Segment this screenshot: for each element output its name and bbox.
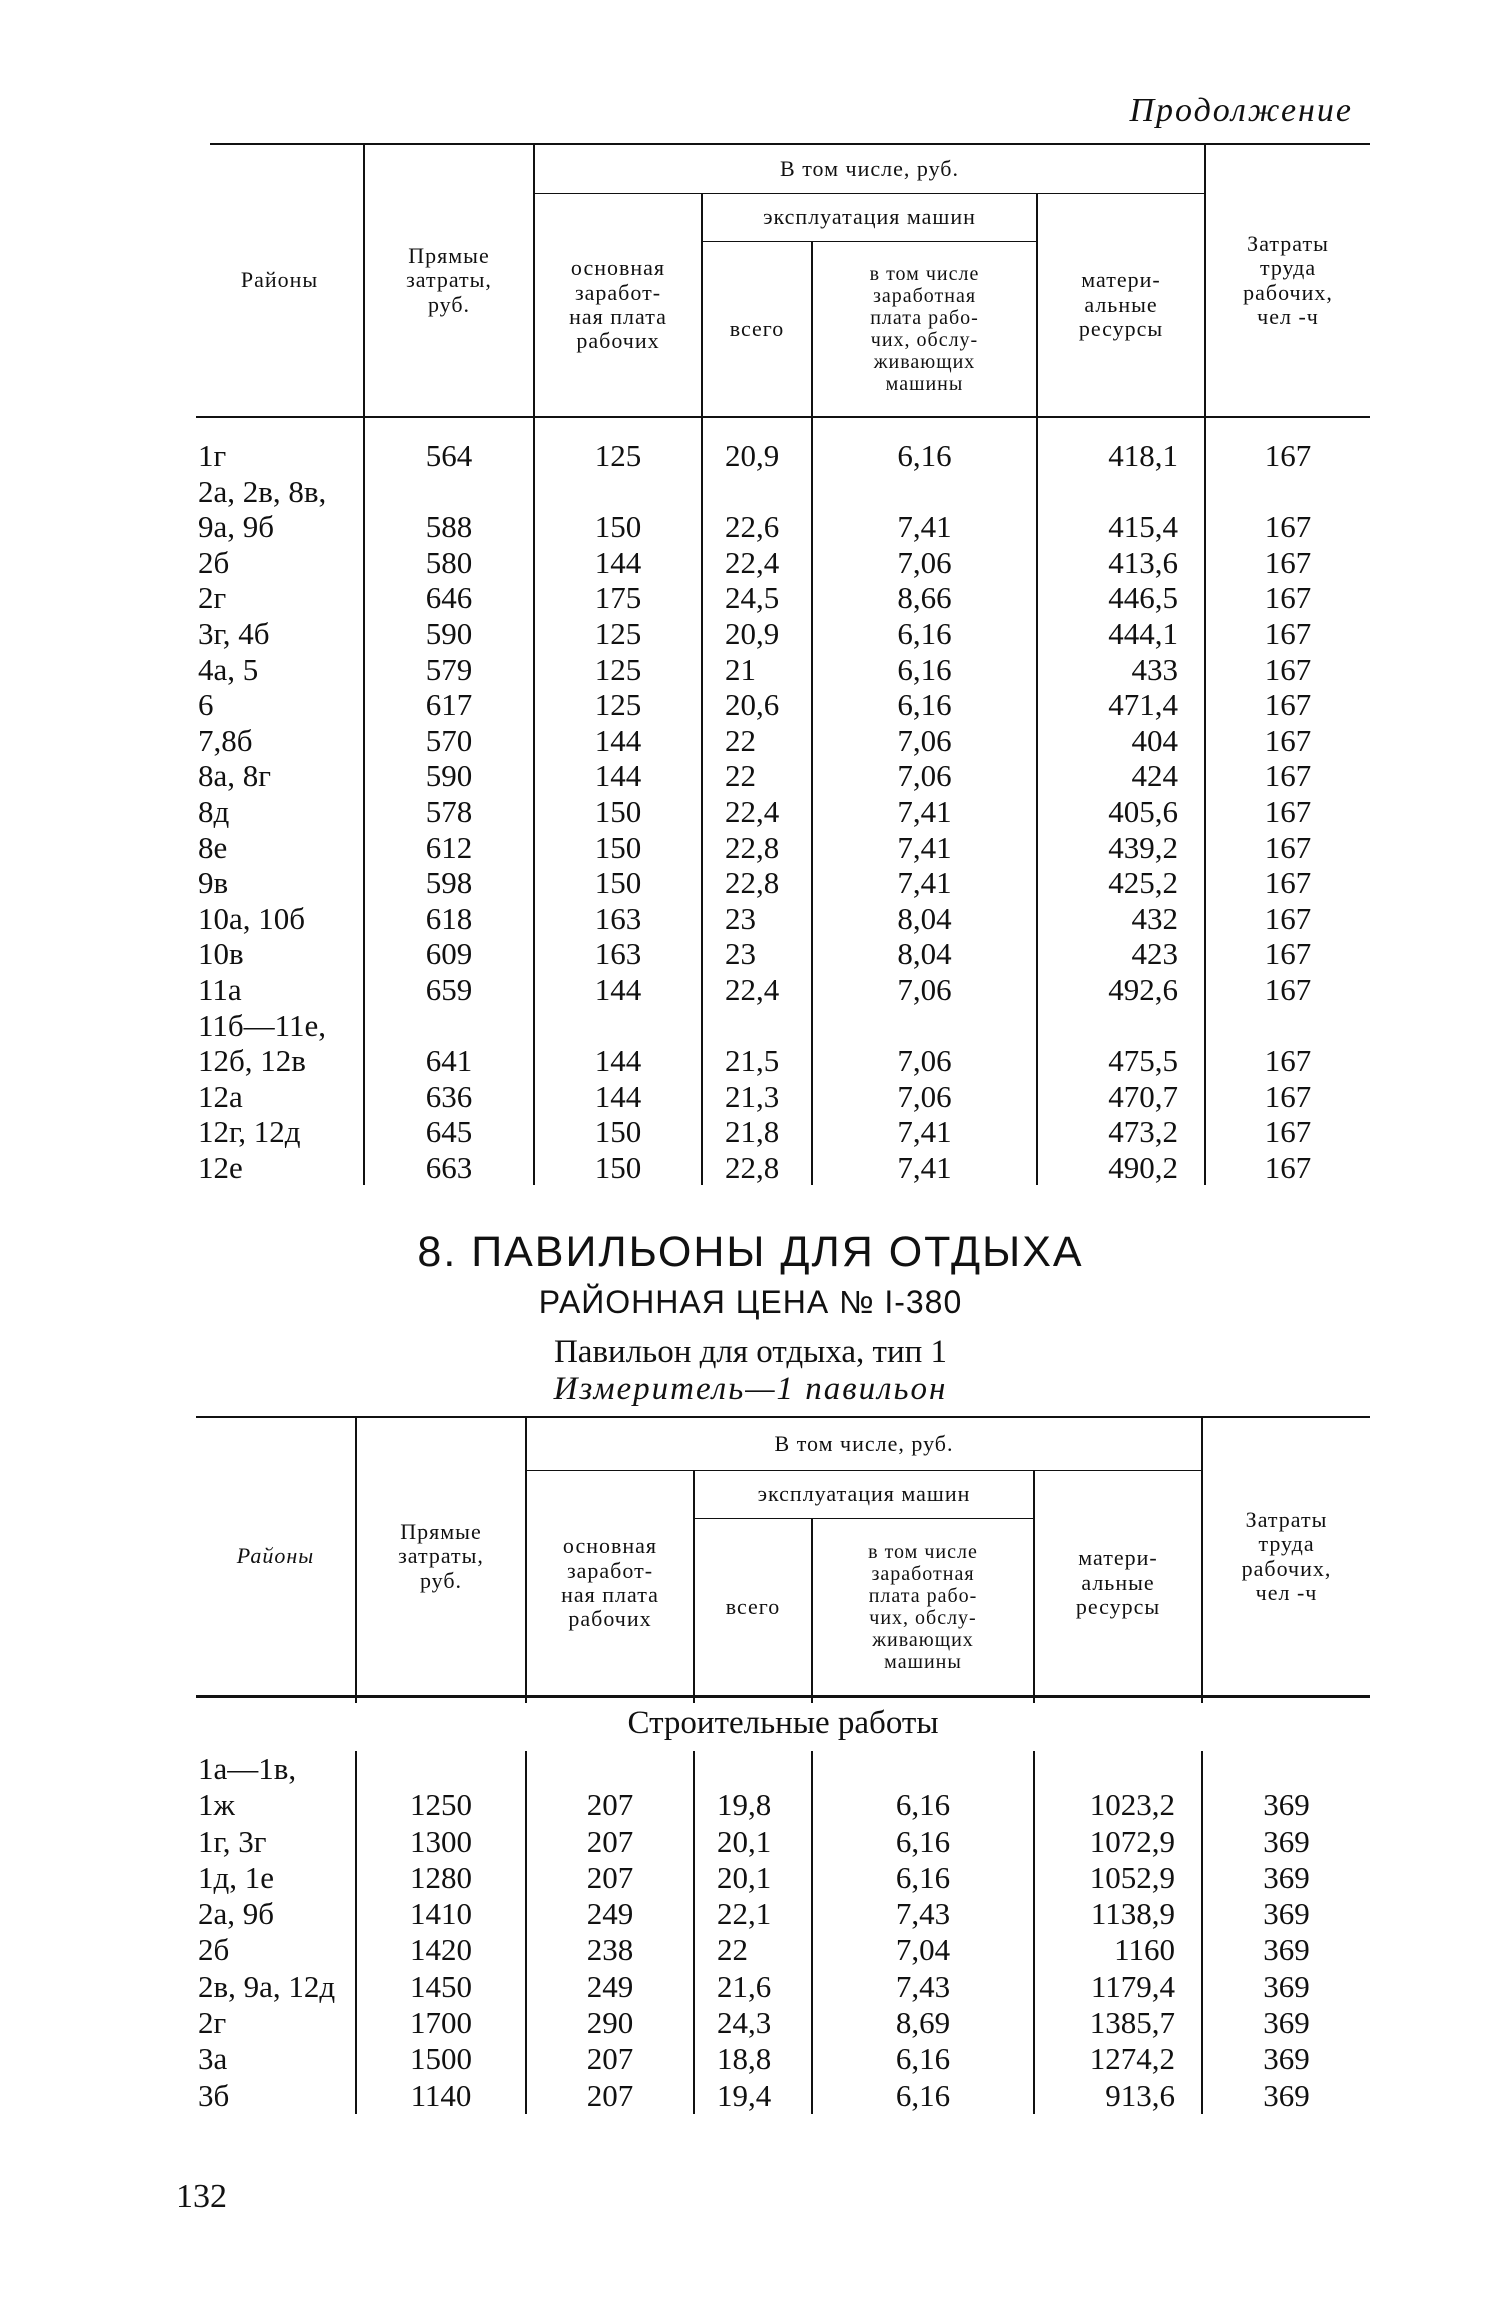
value-cell: 167 xyxy=(1205,687,1370,723)
value-cell: 144 xyxy=(534,1079,702,1115)
table2-header xyxy=(196,1418,1370,1695)
value-cell xyxy=(812,474,1037,510)
value-cell: 167 xyxy=(1205,830,1370,866)
table1 xyxy=(196,145,1370,1185)
value-cell: 144 xyxy=(534,1043,702,1079)
table-row xyxy=(196,1787,1370,1823)
value-cell: 405,6 xyxy=(1037,794,1205,830)
header-incl-wage: в том числе заработная плата рабо- чих, обслу- живающих машины xyxy=(812,241,1037,416)
value-cell: 167 xyxy=(1205,794,1370,830)
value-cell: 590 xyxy=(364,616,534,652)
value-cell: 659 xyxy=(364,972,534,1008)
value-cell: 207 xyxy=(526,2078,694,2114)
value-cell xyxy=(364,474,534,510)
value-cell: 8,66 xyxy=(812,580,1037,616)
table-row xyxy=(196,865,1370,901)
table-row xyxy=(196,580,1370,616)
header-materials: матери- альные ресурсы xyxy=(1037,193,1205,416)
table-row xyxy=(196,936,1370,972)
value-cell: 425,2 xyxy=(1037,865,1205,901)
value-cell: 7,06 xyxy=(812,1043,1037,1079)
district-cell: 3б xyxy=(198,2077,230,2113)
value-cell: 21,3 xyxy=(702,1079,812,1115)
district-cell: 4а, 5 xyxy=(198,651,259,687)
table-row xyxy=(196,1079,1370,1115)
spacer-cell xyxy=(1037,416,1205,438)
value-cell: 1160 xyxy=(1034,1932,1202,1968)
value-cell: 20,1 xyxy=(694,1824,812,1860)
value-cell: 7,04 xyxy=(812,1932,1034,1968)
spacer-row xyxy=(196,1695,1370,1703)
value-cell: 21,8 xyxy=(702,1114,812,1150)
value-cell: 570 xyxy=(364,723,534,759)
spacer-cell xyxy=(1034,1695,1202,1703)
value-cell: 6,16 xyxy=(812,652,1037,688)
table-row xyxy=(196,972,1370,1008)
district-cell: 8д xyxy=(198,793,230,829)
table-row xyxy=(196,1824,1370,1860)
district-cell: 8е xyxy=(198,829,228,865)
value-cell: 7,43 xyxy=(812,1969,1034,2005)
value-cell: 20,6 xyxy=(702,687,812,723)
value-cell xyxy=(1205,474,1370,510)
table2-body xyxy=(196,1695,1370,2114)
value-cell: 1410 xyxy=(356,1896,526,1932)
value-cell: 290 xyxy=(526,2005,694,2041)
district-cell: 2г xyxy=(198,580,227,616)
value-cell: 167 xyxy=(1205,723,1370,759)
value-cell: 22 xyxy=(702,758,812,794)
district-cell: 1г, 3г xyxy=(198,1823,267,1859)
value-cell: 7,06 xyxy=(812,1079,1037,1115)
value-cell xyxy=(812,1751,1034,1787)
header-total: всего xyxy=(694,1518,812,1695)
table-row xyxy=(196,1969,1370,2005)
value-cell xyxy=(356,1751,526,1787)
spacer-cell xyxy=(526,1695,694,1703)
table-row xyxy=(196,1043,1370,1079)
spacer-cell xyxy=(1202,1695,1370,1703)
value-cell: 1450 xyxy=(356,1969,526,2005)
value-cell: 7,41 xyxy=(812,1114,1037,1150)
value-cell: 167 xyxy=(1205,1079,1370,1115)
value-cell: 369 xyxy=(1202,2078,1370,2114)
district-cell: 9в xyxy=(198,865,229,901)
value-cell xyxy=(1202,1751,1370,1787)
table-row xyxy=(196,1896,1370,1932)
value-cell: 167 xyxy=(1205,580,1370,616)
value-cell: 369 xyxy=(1202,1896,1370,1932)
value-cell: 22,1 xyxy=(694,1896,812,1932)
spacer-cell xyxy=(1205,416,1370,438)
page-number: 132 xyxy=(176,2178,227,2215)
value-cell: 163 xyxy=(534,936,702,972)
table-row xyxy=(196,758,1370,794)
value-cell: 1052,9 xyxy=(1034,1860,1202,1896)
table-row xyxy=(196,545,1370,581)
value-cell: 1179,4 xyxy=(1034,1969,1202,2005)
value-cell: 167 xyxy=(1205,1114,1370,1150)
spacer-cell xyxy=(364,416,534,438)
district-cell: 2г xyxy=(198,2005,227,2041)
value-cell: 150 xyxy=(534,1150,702,1186)
value-cell: 22,4 xyxy=(702,972,812,1008)
value-cell: 1385,7 xyxy=(1034,2005,1202,2041)
value-cell: 470,7 xyxy=(1037,1079,1205,1115)
value-cell: 1072,9 xyxy=(1034,1824,1202,1860)
district-cell: 1д, 1е xyxy=(198,1859,275,1895)
table-row xyxy=(196,2041,1370,2077)
value-cell: 175 xyxy=(534,580,702,616)
value-cell xyxy=(1037,474,1205,510)
district-cell: 12б, 12в xyxy=(198,1043,306,1079)
value-cell: 167 xyxy=(1205,1043,1370,1079)
value-cell: 150 xyxy=(534,1114,702,1150)
table-row xyxy=(196,1932,1370,1968)
value-cell: 1700 xyxy=(356,2005,526,2041)
value-cell: 20,1 xyxy=(694,1860,812,1896)
district-cell: 1а—1в, xyxy=(198,1751,297,1786)
district-cell: 7,8б xyxy=(198,722,253,758)
value-cell: 6,16 xyxy=(812,1824,1034,1860)
price-label: РАЙОННАЯ ЦЕНА № I-380 xyxy=(538,1284,963,1320)
value-cell: 578 xyxy=(364,794,534,830)
value-cell: 22 xyxy=(694,1932,812,1968)
spacer-cell xyxy=(702,416,812,438)
value-cell: 7,41 xyxy=(812,1150,1037,1186)
value-cell: 19,8 xyxy=(694,1787,812,1823)
value-cell: 167 xyxy=(1205,545,1370,581)
value-cell: 167 xyxy=(1205,438,1370,474)
value-cell: 423 xyxy=(1037,936,1205,972)
spacer-cell xyxy=(196,1695,356,1703)
value-cell: 167 xyxy=(1205,616,1370,652)
value-cell xyxy=(526,1751,694,1787)
value-cell: 6,16 xyxy=(812,687,1037,723)
value-cell: 6,16 xyxy=(812,1787,1034,1823)
value-cell: 1280 xyxy=(356,1860,526,1896)
value-cell: 433 xyxy=(1037,652,1205,688)
value-cell: 21 xyxy=(702,652,812,688)
value-cell: 663 xyxy=(364,1150,534,1186)
value-cell: 446,5 xyxy=(1037,580,1205,616)
group-row xyxy=(196,1703,1370,1751)
value-cell: 167 xyxy=(1205,509,1370,545)
value-cell: 22,8 xyxy=(702,865,812,901)
value-cell: 646 xyxy=(364,580,534,616)
district-cell: 12а xyxy=(198,1078,243,1114)
value-cell: 6,16 xyxy=(812,2041,1034,2077)
value-cell: 1420 xyxy=(356,1932,526,1968)
group-label: Строительные работы xyxy=(627,1705,939,1741)
header-including: В том числе, руб. xyxy=(534,145,1205,193)
value-cell: 144 xyxy=(534,723,702,759)
value-cell: 24,3 xyxy=(694,2005,812,2041)
value-cell xyxy=(1205,1008,1370,1044)
district-cell: 2б xyxy=(198,1932,230,1968)
value-cell: 144 xyxy=(534,758,702,794)
value-cell: 590 xyxy=(364,758,534,794)
value-cell: 617 xyxy=(364,687,534,723)
header-machine-op: эксплуатация машин xyxy=(702,193,1037,241)
header-districts: Районы xyxy=(236,1543,315,1569)
header-total: всего xyxy=(702,241,812,416)
value-cell: 23 xyxy=(702,901,812,937)
district-cell: 10в xyxy=(198,936,244,972)
district-cell: 3г, 4б xyxy=(198,615,270,651)
value-cell: 369 xyxy=(1202,1824,1370,1860)
value-cell: 21,6 xyxy=(694,1969,812,2005)
value-cell: 207 xyxy=(526,1824,694,1860)
value-cell: 636 xyxy=(364,1079,534,1115)
value-cell xyxy=(702,474,812,510)
district-cell: 2б xyxy=(198,544,230,580)
value-cell xyxy=(1034,1751,1202,1787)
value-cell: 7,06 xyxy=(812,972,1037,1008)
value-cell xyxy=(534,474,702,510)
value-cell: 609 xyxy=(364,936,534,972)
value-cell: 125 xyxy=(534,438,702,474)
value-cell: 22 xyxy=(702,723,812,759)
header-direct-costs: Прямые затраты, руб. xyxy=(356,1418,526,1695)
value-cell: 490,2 xyxy=(1037,1150,1205,1186)
district-cell: 1г xyxy=(198,438,227,473)
value-cell: 7,06 xyxy=(812,545,1037,581)
table-row xyxy=(196,1150,1370,1186)
value-cell: 8,69 xyxy=(812,2005,1034,2041)
spacer-cell xyxy=(196,416,364,438)
value-cell: 6,16 xyxy=(812,616,1037,652)
table-row xyxy=(196,723,1370,759)
table-row xyxy=(196,616,1370,652)
value-cell xyxy=(534,1008,702,1044)
value-cell: 167 xyxy=(1205,1150,1370,1186)
value-cell: 7,41 xyxy=(812,865,1037,901)
table-row xyxy=(196,652,1370,688)
value-cell: 249 xyxy=(526,1896,694,1932)
value-cell: 418,1 xyxy=(1037,438,1205,474)
header-basic-wage: основная заработ- ная плата рабочих xyxy=(534,193,702,416)
value-cell: 6,16 xyxy=(812,1860,1034,1896)
value-cell: 645 xyxy=(364,1114,534,1150)
pavilion-subtitle: Павильон для отдыха, тип 1 xyxy=(553,1334,948,1370)
value-cell: 21,5 xyxy=(702,1043,812,1079)
value-cell: 598 xyxy=(364,865,534,901)
value-cell: 167 xyxy=(1205,901,1370,937)
district-cell: 8а, 8г xyxy=(198,758,271,794)
value-cell: 125 xyxy=(534,616,702,652)
value-cell xyxy=(812,1008,1037,1044)
district-cell: 2в, 9а, 12д xyxy=(198,1968,336,2004)
value-cell: 1500 xyxy=(356,2041,526,2077)
district-cell: 3а xyxy=(198,2041,228,2077)
value-cell: 369 xyxy=(1202,2005,1370,2041)
header-including: В том числе, руб. xyxy=(526,1418,1202,1470)
value-cell: 588 xyxy=(364,509,534,545)
value-cell: 444,1 xyxy=(1037,616,1205,652)
value-cell: 369 xyxy=(1202,2041,1370,2077)
table-row xyxy=(196,1751,1370,1787)
value-cell: 167 xyxy=(1205,865,1370,901)
header-labor: Затраты труда рабочих, чел -ч xyxy=(1202,1418,1370,1695)
value-cell: 150 xyxy=(534,830,702,866)
value-cell: 22,6 xyxy=(702,509,812,545)
spacer-cell xyxy=(356,1695,526,1703)
header-materials: матери- альные ресурсы xyxy=(1034,1470,1202,1695)
value-cell: 22,4 xyxy=(702,545,812,581)
value-cell: 1250 xyxy=(356,1787,526,1823)
district-cell: 2а, 2в, 8в, xyxy=(198,473,327,509)
value-cell: 163 xyxy=(534,901,702,937)
table-row xyxy=(196,901,1370,937)
table-row xyxy=(196,1860,1370,1896)
value-cell: 492,6 xyxy=(1037,972,1205,1008)
table-row xyxy=(196,438,1370,474)
value-cell xyxy=(702,1008,812,1044)
table-row xyxy=(196,509,1370,545)
value-cell: 7,41 xyxy=(812,794,1037,830)
value-cell: 150 xyxy=(534,865,702,901)
value-cell: 564 xyxy=(364,438,534,474)
value-cell: 369 xyxy=(1202,1787,1370,1823)
table-row xyxy=(196,830,1370,866)
header-machine-op: эксплуатация машин xyxy=(694,1470,1034,1518)
section-title: 8. ПАВИЛЬОНЫ ДЛЯ ОТДЫХА xyxy=(417,1228,1084,1276)
value-cell: 125 xyxy=(534,652,702,688)
value-cell: 369 xyxy=(1202,1932,1370,1968)
value-cell: 22,8 xyxy=(702,1150,812,1186)
district-cell: 11а xyxy=(198,971,242,1007)
value-cell: 369 xyxy=(1202,1969,1370,2005)
table1-header xyxy=(196,145,1370,416)
value-cell: 1138,9 xyxy=(1034,1896,1202,1932)
value-cell: 19,4 xyxy=(694,2078,812,2114)
value-cell: 167 xyxy=(1205,972,1370,1008)
value-cell: 150 xyxy=(534,509,702,545)
table-row xyxy=(196,1114,1370,1150)
value-cell: 473,2 xyxy=(1037,1114,1205,1150)
value-cell: 6,16 xyxy=(812,438,1037,474)
district-cell: 11б—11е, xyxy=(198,1007,326,1043)
value-cell: 369 xyxy=(1202,1860,1370,1896)
district-cell: 10а, 10б xyxy=(198,900,306,936)
value-cell: 579 xyxy=(364,652,534,688)
value-cell: 144 xyxy=(534,972,702,1008)
district-cell: 1ж xyxy=(198,1787,235,1823)
value-cell xyxy=(1037,1008,1205,1044)
table-row xyxy=(196,2078,1370,2114)
header-direct-costs: Прямые затраты, руб. xyxy=(364,145,534,416)
value-cell: 207 xyxy=(526,1860,694,1896)
header-labor: Затраты труда рабочих, чел -ч xyxy=(1205,145,1370,416)
header-districts: Районы xyxy=(240,267,319,293)
table-row xyxy=(196,2005,1370,2041)
value-cell: 1274,2 xyxy=(1034,2041,1202,2077)
spacer-cell xyxy=(812,1695,1034,1703)
value-cell: 23 xyxy=(702,936,812,972)
table-row xyxy=(196,474,1370,510)
value-cell: 18,8 xyxy=(694,2041,812,2077)
value-cell: 471,4 xyxy=(1037,687,1205,723)
value-cell: 249 xyxy=(526,1969,694,2005)
value-cell: 7,41 xyxy=(812,830,1037,866)
value-cell: 413,6 xyxy=(1037,545,1205,581)
spacer-cell xyxy=(534,416,702,438)
value-cell: 618 xyxy=(364,901,534,937)
value-cell: 7,06 xyxy=(812,723,1037,759)
value-cell: 913,6 xyxy=(1034,2078,1202,2114)
value-cell: 415,4 xyxy=(1037,509,1205,545)
value-cell: 6,16 xyxy=(812,2078,1034,2114)
table1-body xyxy=(196,416,1370,1185)
table-row xyxy=(196,1008,1370,1044)
continuation-label: Продолжение xyxy=(1129,92,1353,129)
header-incl-wage: в том числе заработная плата рабо- чих, обслу- живающих машины xyxy=(812,1518,1034,1695)
value-cell: 167 xyxy=(1205,758,1370,794)
value-cell: 22,4 xyxy=(702,794,812,830)
table-row xyxy=(196,794,1370,830)
value-cell: 150 xyxy=(534,794,702,830)
spacer-cell xyxy=(812,416,1037,438)
table2 xyxy=(196,1418,1370,2114)
value-cell: 1140 xyxy=(356,2078,526,2114)
value-cell: 144 xyxy=(534,545,702,581)
value-cell: 439,2 xyxy=(1037,830,1205,866)
value-cell: 1300 xyxy=(356,1824,526,1860)
district-cell: 9а, 9б xyxy=(198,509,275,545)
value-cell: 7,41 xyxy=(812,509,1037,545)
table-row xyxy=(196,687,1370,723)
value-cell: 475,5 xyxy=(1037,1043,1205,1079)
value-cell: 580 xyxy=(364,545,534,581)
value-cell xyxy=(364,1008,534,1044)
spacer-row xyxy=(196,416,1370,438)
value-cell: 167 xyxy=(1205,936,1370,972)
value-cell: 7,43 xyxy=(812,1896,1034,1932)
value-cell: 7,06 xyxy=(812,758,1037,794)
value-cell: 22,8 xyxy=(702,830,812,866)
district-cell: 2а, 9б xyxy=(198,1896,275,1932)
district-cell: 12г, 12д xyxy=(198,1114,301,1150)
spacer-cell xyxy=(694,1695,812,1703)
value-cell: 24,5 xyxy=(702,580,812,616)
value-cell: 20,9 xyxy=(702,616,812,652)
value-cell: 424 xyxy=(1037,758,1205,794)
value-cell xyxy=(694,1751,812,1787)
district-cell: 6 xyxy=(198,687,214,723)
value-cell: 238 xyxy=(526,1932,694,1968)
value-cell: 641 xyxy=(364,1043,534,1079)
district-cell: 12е xyxy=(198,1149,243,1185)
value-cell: 207 xyxy=(526,1787,694,1823)
value-cell: 432 xyxy=(1037,901,1205,937)
value-cell: 1023,2 xyxy=(1034,1787,1202,1823)
value-cell: 8,04 xyxy=(812,936,1037,972)
value-cell: 167 xyxy=(1205,652,1370,688)
value-cell: 125 xyxy=(534,687,702,723)
value-cell: 207 xyxy=(526,2041,694,2077)
value-cell: 612 xyxy=(364,830,534,866)
value-cell: 404 xyxy=(1037,723,1205,759)
meter-label: Измеритель—1 павильон xyxy=(553,1371,948,1407)
header-basic-wage: основная заработ- ная плата рабочих xyxy=(526,1470,694,1695)
value-cell: 8,04 xyxy=(812,901,1037,937)
value-cell: 20,9 xyxy=(702,438,812,474)
